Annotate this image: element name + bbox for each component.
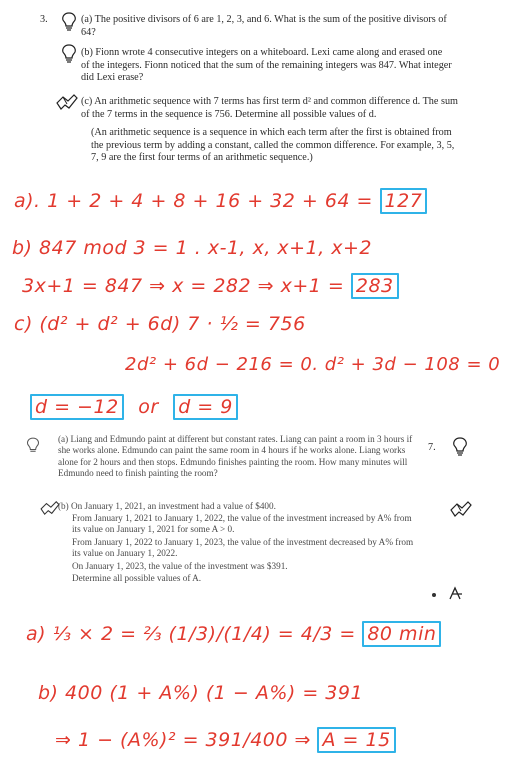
hand-3c-line2: 2d² + 6d − 216 = 0. d² + 3d − 108 = 0	[125, 354, 501, 375]
problem-7b-line5: Determine all possible values of A.	[72, 573, 202, 583]
lightbulb-icon	[61, 12, 77, 32]
answer-3a-box: 127	[380, 188, 428, 214]
answer-7a-box: 80 min	[362, 621, 441, 647]
ink-dot	[432, 593, 436, 597]
answer-3c-box-2: d = 9	[173, 394, 238, 420]
lightbulb-icon	[61, 44, 77, 64]
hand-7b-line1: b) 400 (1 + A%) (1 − A%) = 391	[38, 682, 364, 704]
problem-7b-line4: On January 1, 2023, the value of the investment was $391.	[72, 561, 288, 571]
hand-7a-line	[26, 623, 441, 645]
problem-7b-line1: (b) On January 1, 2021, an investment had a value of $400.	[58, 501, 276, 511]
problem-3b-text: (b) Fionn wrote 4 consecutive integers on a whiteboard. Lexi came along and erased one of the integers. Fionn noticed that the sum of the remaining integers was 847. What integer did Lexi erase?	[81, 47, 452, 84]
hand-3a-work: a). 1 + 2 + 4 + 8 + 16 + 32 + 64 =	[14, 190, 373, 212]
answer-3b-box: 283	[351, 273, 399, 299]
hands-icon	[56, 93, 78, 111]
hand-3c-answers	[30, 396, 238, 418]
lightbulb-icon	[452, 436, 468, 458]
answer-3c-box-1: d = −12	[30, 394, 124, 420]
problem-3-number: 3.	[40, 14, 48, 25]
problem-7a-text: (a) Liang and Edmundo paint at different but constant rates. Liang can paint a room in 3 hours if she works alone. Edmundo can paint the same room in 4 hours if he works alone. Liang works alone for 2 hours and then stops. Edmundo finishes painting the room. How many minutes will Edmundo need to finish painting the room?	[58, 434, 413, 479]
hand-7a-work: a) ⅓ × 2 = ⅔ (1/3)/(1/4) = 4/3 =	[26, 623, 356, 645]
hand-3b-work: 3x+1 = 847 ⇒ x = 282 ⇒ x+1 =	[22, 275, 345, 297]
hand-7b-work: ⇒ 1 − (A%)² = 391/400 ⇒	[55, 729, 311, 751]
answer-7b-box: A = 15	[317, 727, 395, 753]
hands-icon	[450, 500, 472, 518]
hands-icon	[40, 500, 60, 516]
pen-mark-icon	[448, 586, 464, 600]
hand-7b-line2	[55, 729, 396, 751]
hand-3b-line2	[22, 275, 399, 297]
hand-3a-line	[14, 190, 427, 212]
problem-7b-line2: From January 1, 2021 to January 1, 2022, the value of the investment increased by A% from its value on January 1, 2021 for some A > 0.	[72, 513, 412, 535]
problem-7-number: 7.	[428, 442, 436, 453]
hand-3b-line1: b) 847 mod 3 = 1 . x-1, x, x+1, x+2	[12, 237, 373, 259]
problem-7b-line3: From January 1, 2022 to January 1, 2023, the value of the investment decreased by A% from its value on January 1, 2022.	[72, 537, 414, 559]
problem-3c-note: (An arithmetic sequence is a sequence in which each term after the first is obtained from the previous term by adding a constant, called the common difference. For example, 3, 5, 7, 9 are the first four terms of an arithmetic sequence.)	[91, 127, 455, 164]
hand-3c-line1: c) (d² + d² + 6d) 7 · ½ = 756	[14, 313, 306, 335]
problem-3c-text: (c) An arithmetic sequence with 7 terms has first term d² and common difference d. The sum of the 7 terms in the sequence is 756. Determine all possible values of d.	[81, 96, 458, 120]
hand-3c-or: or	[138, 396, 159, 418]
problem-3a-text: (a) The positive divisors of 6 are 1, 2, 3, and 6. What is the sum of the positive divisors of 64?	[81, 14, 447, 38]
lightbulb-icon	[26, 436, 40, 456]
